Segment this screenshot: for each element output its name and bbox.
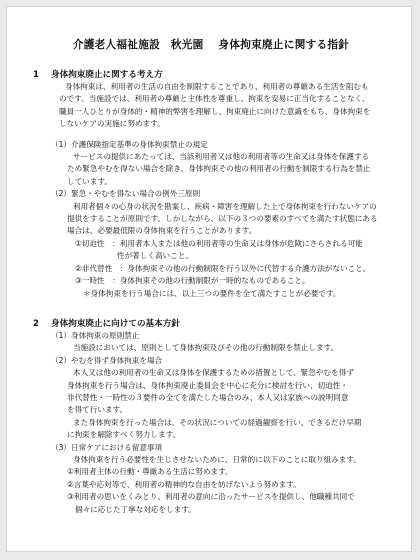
section1-sub1-line: しています。 (67, 176, 112, 186)
section1-intro-line: しないケアの実施に努めます。 (59, 119, 165, 129)
document-title: 介護老人福祉施設 秋光園 身体拘束廃止に関する指針 (72, 39, 350, 51)
section1-intro-line: のです。当施設では、利用者の尊厳と主体性を尊重し、拘束を安易に正当化することなく、 (59, 94, 370, 104)
section2-sub2-line: 本人又は他の利用者の生命又は身体を保護するための措置として、緊急やむを得ず (73, 368, 354, 378)
section2-sub2-line: 非代替性・一時性の３要件の全てを満たした場合のみ、本人又は家族への説明同意 (67, 392, 349, 402)
document-page (6, 6, 412, 552)
requirement-temporariness: ③一時性 ：身体拘束その他の行動制限が一時的なものであること。 (75, 276, 310, 286)
section1-intro-line: 職員一人ひとりが身体的・精神的弊害を理解し、拘束廃止に向けた意識をもち、身体拘束を (59, 106, 371, 116)
section2-heading (29, 318, 393, 330)
section2-sub3-item: 個々に応じた丁寧な対応をします。 (75, 504, 196, 514)
section1-sub1-line: ため緊急やむを得ない場合を除き、身体拘束その他の利用者の行動を制限する行為を禁止 (67, 164, 371, 174)
section2-sub3-heading: （3）日常ケアにおける留意事項 (51, 442, 163, 452)
section1-sub2-heading: （2）緊急・やむを得ない場合の例外三原則 (51, 189, 201, 199)
section2-sub2-line: を得て行います。 (67, 405, 128, 415)
section1-number: 1 (33, 70, 39, 80)
section1-sub1-line: サービスの提供にあたっては、当該利用者又は他の利用者等の生命又は身体を保護する (73, 152, 370, 162)
section1-sub2-line: 場合は、必要最低限の身体拘束を行うことがあります。 (67, 226, 257, 236)
section2-sub2-line: に拘束を解除すべく努力します。 (67, 430, 181, 440)
section1-heading (29, 69, 393, 81)
section2-sub3-item: ①利用者主体の行動・尊厳ある生活に努めます。 (67, 467, 233, 477)
section2-sub3-item: ③利用者の思いをくみとり、利用者の意向に沿ったサービスを提供し、他職種共同で (67, 492, 355, 502)
requirements-note: ＊身体拘束を行う場合には、以上三つの要件を全て満たすことが必要です。 (83, 288, 341, 298)
section2-sub2-heading: （2）やむを得ず身体拘束を場合 (51, 355, 163, 365)
section2-sub3-line: 身体拘束を行う必要性を生じさせないために、日常的に以下のことに取り組みます。 (73, 454, 361, 464)
section2-sub3-item: ②言葉や応対等で、利用者の精神的な自由を妨げないよう努めます。 (67, 479, 301, 489)
section2-number: 2 (33, 318, 39, 329)
section1-sub2-line: 利用者個々の心身の状況を勘案し、疾病・障害を理解した上で身体拘束を行わないケアの (73, 201, 377, 211)
section2-sub2-line: また身体拘束を行った場合は、その状況についての経過観察を行い、できるだけ早期 (73, 417, 362, 427)
section2-heading-text: 身体拘束廃止に向けての基本方針 (51, 318, 180, 329)
section1-sub1-heading: （1）介護保険指定基準の身体拘束禁止の規定 (51, 139, 208, 149)
section1-heading-text: 身体拘束廃止に関する考え方 (51, 70, 163, 80)
section1-sub2-line: 提供をすることが原則です。しかしながら、以下の３つの要素のすべてを満たす状態にある (67, 214, 378, 224)
section1-intro-line: 身体拘束は、利用者の生活の自由を制限することであり、利用者の尊厳ある生活を阻むも (65, 82, 369, 91)
requirement-urgency: ①切迫性 ：利用者本人または他の利用者等の生命又は身体が危険にさらされる可能 (75, 238, 363, 248)
requirement-urgency-cont: 性が著しく高いこと。 (117, 251, 193, 261)
section2-sub2-line: 身体拘束を行う場合は、身体拘束廃止委員会を中心に充分に検討を行い、切迫性・ (67, 380, 348, 390)
section2-sub1-line: 当施設においては、原則として身体拘束及びその他の行動制限を禁止します。 (73, 343, 339, 353)
requirement-non-substitutability: ②非代替性 ：身体拘束その他の行動制限を行う以外に代替する介護方法がないこと。 (75, 263, 371, 273)
section2-sub1-heading: （1）身体拘束の原則禁止 (51, 330, 140, 340)
